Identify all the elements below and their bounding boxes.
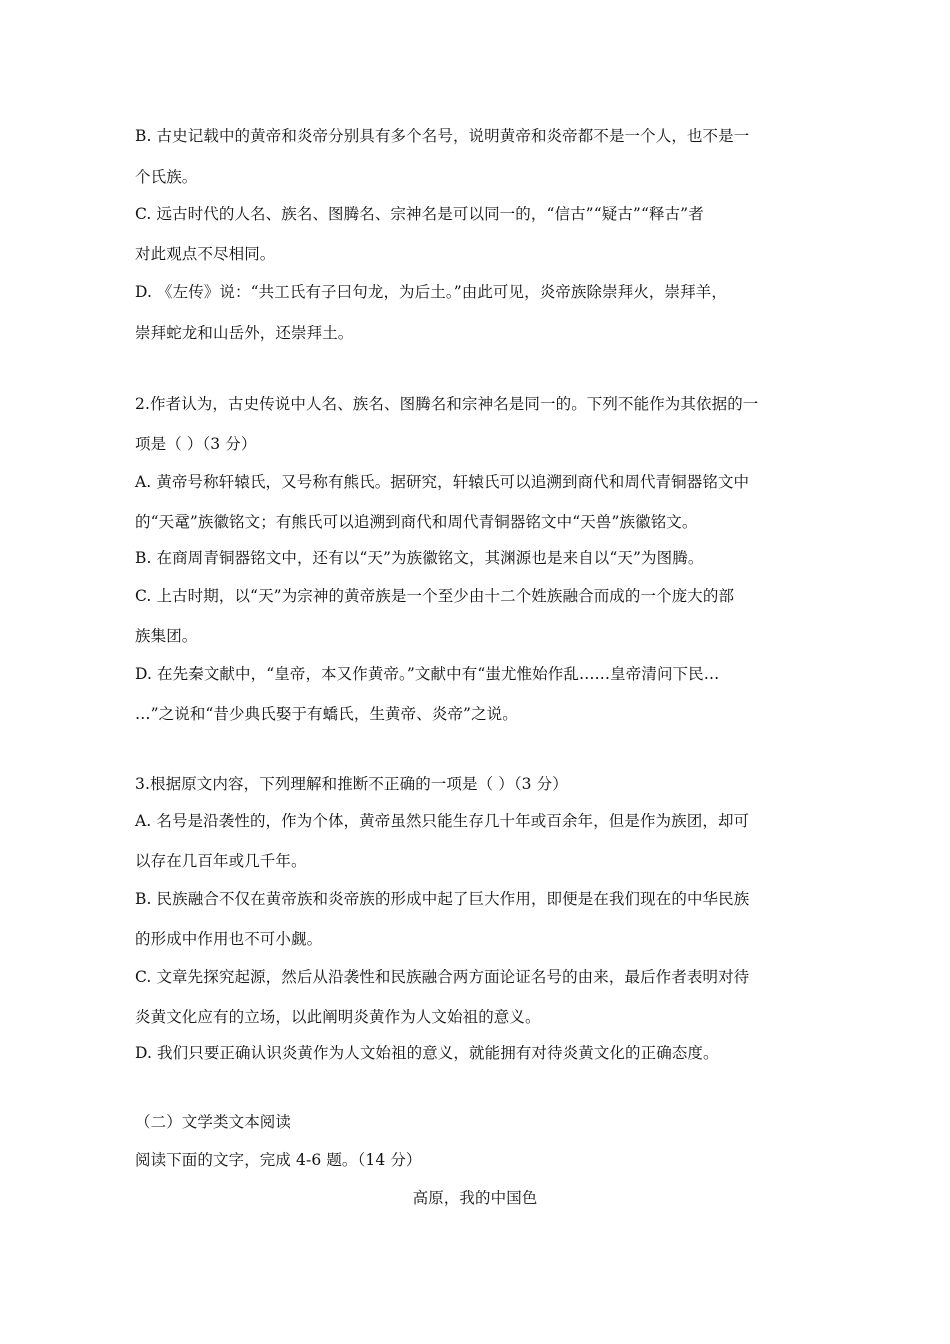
section-heading: （二）文学类文本阅读 (135, 1113, 292, 1131)
q1-option-c-line2: 对此观点不尽相同。 (135, 245, 276, 263)
q2-stem-line2: 项是（ ）（3 分） (135, 435, 257, 453)
q3-option-a-line1: A. 名号是沿袭性的，作为个体，黄帝虽然只能生存几十年或百余年，但是作为族团，却可 (135, 812, 750, 830)
q2-option-b-line1: B. 在商周青铜器铭文中，还有以“天”为族徽铭文，其渊源也是来自以“天”为图腾。 (135, 549, 704, 567)
q2-option-c-line1: C. 上古时期，以“天”为宗神的黄帝族是一个至少由十二个姓族融合而成的一个庞大的部 (135, 587, 735, 605)
q1-option-c-line1: C. 远古时代的人名、族名、图腾名、宗神名是可以同一的，“信古”“疑古”“释古”者 (135, 205, 704, 223)
q2-option-a-line1: A. 黄帝号称轩辕氏，又号称有熊氏。据研究，轩辕氏可以追溯到商代和周代青铜器铭文中 (135, 473, 750, 491)
q3-stem: 3.根据原文内容，下列理解和推断不正确的一项是（ ）（3 分） (135, 775, 568, 793)
q3-option-b-line2: 的形成中作用也不可小觑。 (135, 930, 323, 948)
q1-option-b-line2: 个氏族。 (135, 168, 198, 186)
q3-option-c-line1: C. 文章先探究起源，然后从沿袭性和民族融合两方面论证名号的由来，最后作者表明对待 (135, 968, 750, 986)
q2-option-d-line2: …”之说和“昔少典氏娶于有蟜氏，生黄帝、炎帝”之说。 (135, 705, 518, 723)
section-instruction: 阅读下面的文字，完成 4-6 题。（14 分） (135, 1151, 422, 1169)
q2-option-d-line1: D. 在先秦文献中，“皇帝，本又作黄帝。”文献中有“蚩尤惟始作乱……皇帝清问下民… (135, 665, 720, 683)
q3-option-a-line2: 以存在几百年或几千年。 (135, 852, 307, 870)
q3-option-d-line1: D. 我们只要正确认识炎黄作为人文始祖的意义，就能拥有对待炎黄文化的正确态度。 (135, 1044, 719, 1062)
q1-option-d-line2: 崇拜蛇龙和山岳外，还崇拜土。 (135, 324, 354, 342)
q3-option-c-line2: 炎黄文化应有的立场，以此阐明炎黄作为人文始祖的意义。 (135, 1008, 541, 1026)
q3-option-b-line1: B. 民族融合不仅在黄帝族和炎帝族的形成中起了巨大作用，即便是在我们现在的中华民族 (135, 890, 750, 908)
passage-title: 高原，我的中国色 (412, 1189, 538, 1207)
q1-option-d-line1: D. 《左传》说：“共工氏有子曰句龙，为后土。”由此可见，炎帝族除崇拜火，崇拜羊， (135, 283, 727, 301)
q2-option-c-line2: 族集团。 (135, 627, 198, 645)
q1-option-b-line1: B. 古史记载中的黄帝和炎帝分别具有多个名号，说明黄帝和炎帝都不是一个人，也不是一 (135, 127, 750, 145)
q2-stem-line1: 2.作者认为，古史传说中人名、族名、图腾名和宗神名是同一的。下列不能作为其依据的一 (135, 395, 759, 413)
q2-option-a-line2: 的“天鼋”族徽铭文；有熊氏可以追溯到商代和周代青铜器铭文中“天兽”族徽铭文。 (135, 513, 698, 531)
